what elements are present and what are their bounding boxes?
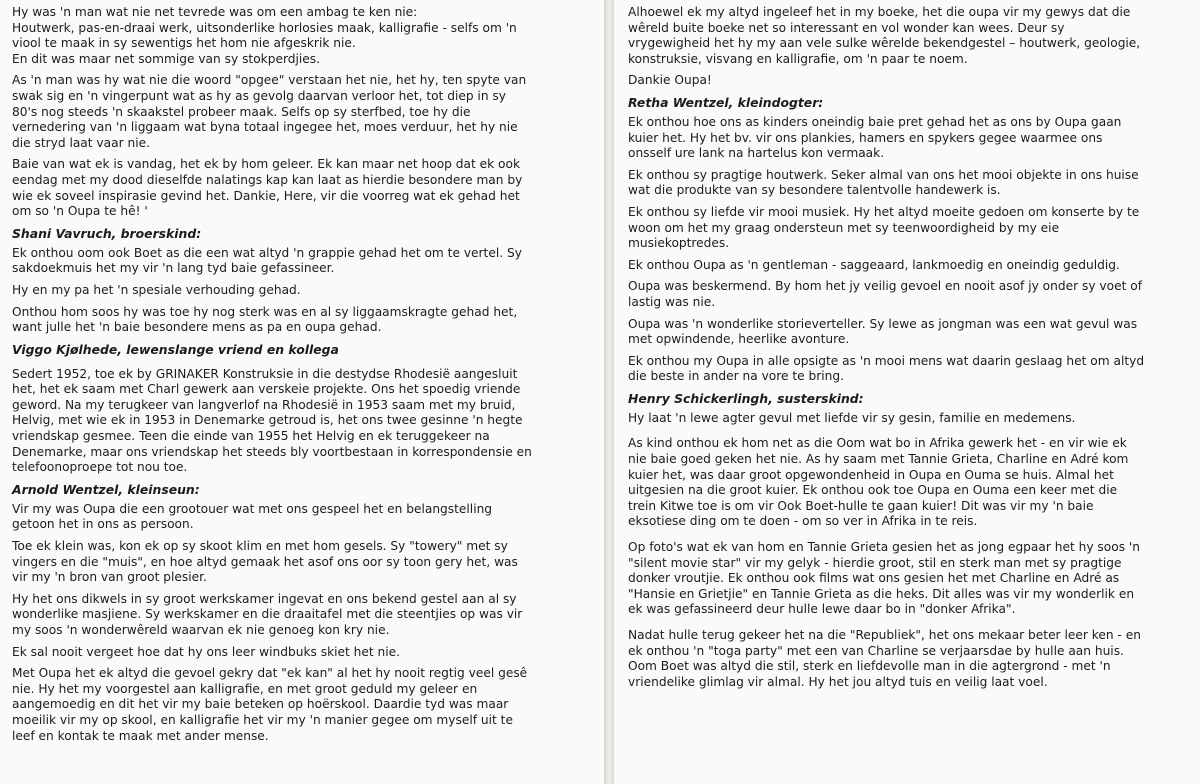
paragraph: Op foto's wat ek van hom en Tannie Grieta gesien het as jong egpaar het hy soos 'n "silent movie star" vir my gelyk - hierdie groot, stil en sterk man met sy pragtige donker vroutjie. Ek onthou ook films wat ons gesien het met Charline en Adré as "Hansie en Grietjie" en Tannie Grieta as die heks. Dit alles was vir my wonderlik en ek was gefassineerd deur hulle lewe daar bo in "donker Afrika".: [628, 540, 1140, 617]
page-fold: [604, 0, 614, 784]
paragraph: Ek onthou my Oupa in alle opsigte as 'n mooi mens wat daarin geslaag het om altyd die beste in ander na vore te bring.: [628, 353, 1145, 384]
paragraph: Ek onthou Oupa as 'n gentleman - saggeaard, lankmoedig en oneindig geduldig.: [628, 257, 1120, 272]
paragraph: As 'n man was hy wat nie die woord "opgee" verstaan het nie, het hy, ten spyte van swak sig en 'n vingerpunt wat as hy as gevolg daarvan verloor het, tot diep in sy 80's nog steeds 'n skaakstel probeer maak. Selfs op sy sterfbed, toe hy die vernedering van 'n liggaam wat byna totaal ingegee het, moes verduur, het hy nie die stryd laat vaar nie.: [12, 73, 527, 150]
right-page: [614, 0, 1200, 784]
paragraph: Hy en my pa het 'n spesiale verhouding gehad.: [12, 282, 301, 297]
section-heading: Retha Wentzel, kleindogter:: [628, 94, 824, 110]
paragraph: Dankie Oupa!: [628, 73, 712, 88]
right-column: [628, 5, 1194, 696]
paragraph: Vir my was Oupa die een grootouer wat met ons gespeel het en belangstelling getoon het in ons as persoon.: [12, 501, 493, 532]
paragraph: Ek onthou sy liefde vir mooi musiek. Hy het altyd moeite gedoen om konserte by te woon om het my graag ondersteun met sy teenwoordigheid by my eie musiekoptredes.: [628, 204, 1140, 251]
left-column: [12, 5, 596, 750]
section-heading: Viggo Kjølhede, lewenslange vriend en kollega: [12, 341, 339, 357]
paragraph: Oupa was beskermend. By hom het jy veilig gevoel en nooit asof jy onder sy voet of lastig was nie.: [628, 279, 1142, 309]
paragraph: Oupa was 'n wonderlike storieverteller. Sy lewe as jongman was een wat gevul was met opwindende, heerlike avonture.: [628, 316, 1138, 347]
paragraph: Ek onthou hoe ons as kinders oneindig baie pret gehad het as ons by Oupa gaan kuier het. Hy het bv. vir ons plankies, hamers en spykers gegee waarmee ons onsself ure lank na hartelus kon vermaak.: [628, 114, 1122, 161]
paragraph: Ek onthou sy pragtige houtwerk. Seker almal van ons het mooi objekte in ons huise wat die produkte van sy besondere talentvolle handewerk is.: [628, 167, 1139, 198]
paragraph: Met Oupa het ek altyd die gevoel gekry dat "ek kan" al het hy nooit regtig veel gesê nie. Hy het my voorgestel aan kalligrafie, en met groot geduld my geleer en aangemoedig en dit het vir my baie beteken op hoërskool. Daardie tyd was maar moeilik vir my op skool, en kalligrafie het vir my 'n manier gegee om myself uit te leef en kontak te maak met ander mense.: [12, 666, 528, 743]
paragraph: Baie van wat ek is vandag, het ek by hom geleer. Ek kan maar net hoop dat ek ook eendag met my dood dieselfde nalatings kap kan laat as hierdie besondere man by wie ek soveel inspirasie gevind het. Dankie, Here, vir die voorreg wat ek gehad het om so 'n Oupa te hê! ': [12, 157, 523, 219]
paragraph: As kind onthou ek hom net as die Oom wat bo in Afrika gewerk het - en vir wie ek nie baie goed geken het nie. As hy saam met Tannie Grieta, Charline en Adré kom kuier het, was daar groot opgewondenheid in Oupa en Ouma se huis. Almal het uitgesien na die groot kuier. Ek onthou ook toe Oupa en Ouma een keer met die trein Kitwe toe is om vir Ook Boet-hulle te gaan kuier! Dit was vir my 'n baie eksotiese ding om te doen - om so ver in Afrika in te reis.: [628, 436, 1129, 529]
paragraph: Hy het ons dikwels in sy groot werkskamer ingevat en ons bekend gestel aan al sy wonderlike masjiene. Sy werkskamer en die draaitafel met die steentjies op was vir my soos 'n wonderwêreld waarvan ek nie genoeg kon kry nie.: [12, 591, 523, 637]
section-heading: Henry Schickerlingh, susterskind:: [628, 390, 864, 406]
paragraph: Nadat hulle terug gekeer het na die "Republiek", het ons mekaar beter leer ken - en ek onthou 'n "toga party" met een van Charline se verjaarsdae by hulle aan huis. Oom Boet was altyd die stil, sterk en liefdevolle man in die agtergrond - met 'n vriendelike glimlag vir almal. Hy het jou altyd tuis en veilig laat voel.: [628, 628, 1141, 689]
paragraph: Onthou hom soos hy was toe hy nog sterk was en al sy liggaamskragte gehad het, want julle het 'n baie besondere mens as pa en oupa gehad.: [12, 304, 518, 335]
paragraph: Ek sal nooit vergeet hoe dat hy ons leer windbuks skiet het nie.: [12, 644, 401, 659]
section-heading: Arnold Wentzel, kleinseun:: [12, 481, 200, 497]
paragraph: Hy was 'n man wat nie net tevrede was om een ambag te ken nie: Houtwerk, pas-en-draai werk, uitsonderlike horlosies maak, kalligrafie - selfs om 'n viool te maak in sy sewentigs het hom nie afgeskrik nie. En dit was maar net sommige van sy stokperdjies.: [12, 5, 517, 66]
paragraph: Hy laat 'n lewe agter gevul met liefde vir sy gesin, familie en medemens.: [628, 410, 1076, 425]
paragraph: Toe ek klein was, kon ek op sy skoot klim en met hom gesels. Sy "towery" met sy vingers en die "muis", en hoe altyd gemaak het asof ons oor sy toon gery het, was vir my 'n bron van groot plesier.: [12, 539, 518, 585]
section-heading: Shani Vavruch, broerskind:: [12, 225, 202, 241]
paragraph: Sedert 1952, toe ek by GRINAKER Konstruksie in die destydse Rhodesië aangesluit het, het ek saam met Charl gewerk aan verskeie projekte. Ons het spoedig vriende geword. Na my terugkeer van langverlof na Rhodesië in 1953 saam met my bruid, Helvig, met wie ek in 1953 in Denemarke getroud is, het ons twee gesinne 'n hegte vriendskap gesmee. Teen die einde van 1955 het Helvig en ek teruggekeer na Denemarke, maar ons vriendskap het steeds bly voortbestaan in korrespondensie en telefoonoproepe tot nou toe.: [12, 366, 532, 475]
paragraph: Ek onthou oom ook Boet as die een wat altyd 'n grappie gehad het om te vertel. Sy sakdoekmuis het my vir 'n lang tyd baie gefassineer.: [12, 245, 522, 276]
paragraph: Alhoewel ek my altyd ingeleef het in my boeke, het die oupa vir my gewys dat die wêreld buite boeke net so interessant en vol wonder kan wees. Deur sy vrygewigheid het hy my aan vele sulke wêrelde bekendgestel – houtwerk, geologie, konstruksie, visvang en kalligrafie, om 'n paar te noem.: [628, 5, 1141, 66]
